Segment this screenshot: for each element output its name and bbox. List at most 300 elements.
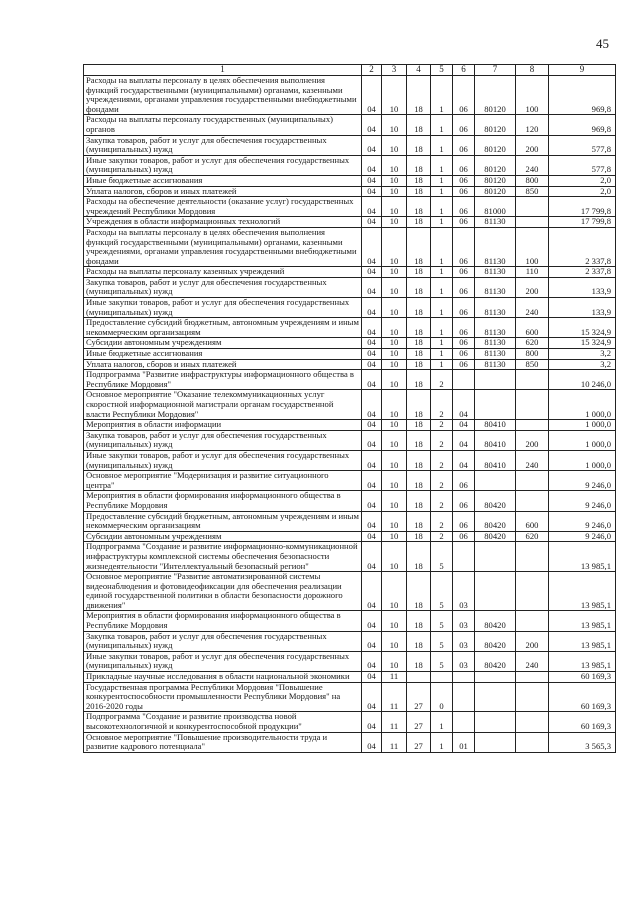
table-row [84, 267, 616, 278]
code-cell: 04 [362, 298, 382, 318]
code-cell: 18 [407, 298, 431, 318]
code-cell: 04 [362, 338, 382, 349]
code-cell: 10 [382, 611, 407, 631]
code-cell: 1 [431, 298, 453, 318]
code-cell: 10 [382, 115, 407, 135]
code-cell: 10 [382, 318, 407, 338]
code-cell: 04 [362, 712, 382, 732]
code-cell: 18 [407, 155, 431, 175]
code-cell: 04 [362, 651, 382, 671]
code-cell: 10 [382, 217, 407, 228]
code-cell: 81130 [475, 227, 516, 266]
code-cell: 240 [516, 651, 549, 671]
code-cell: 04 [362, 359, 382, 370]
row-name: Прикладные научные исследования в области национальной экономики [84, 672, 362, 683]
code-cell: 27 [407, 682, 431, 712]
code-cell: 18 [407, 359, 431, 370]
code-cell: 10 [382, 227, 407, 266]
code-cell: 10 [382, 338, 407, 349]
code-cell: 04 [362, 370, 382, 390]
row-name: Иные закупки товаров, работ и услуг для обеспечения государственных (муниципальных) нужд [84, 155, 362, 175]
code-cell: 01 [453, 732, 475, 752]
code-cell: 80410 [475, 420, 516, 431]
code-cell [475, 672, 516, 683]
code-cell: 1 [431, 277, 453, 297]
code-cell: 04 [362, 175, 382, 186]
code-cell [516, 420, 549, 431]
code-cell [475, 370, 516, 390]
code-cell [431, 672, 453, 683]
header-row [84, 65, 616, 76]
row-name: Уплата налогов, сборов и иных платежей [84, 186, 362, 197]
amount-cell: 3,2 [549, 359, 616, 370]
code-cell: 10 [382, 197, 407, 217]
table-row [84, 318, 616, 338]
code-cell: 06 [453, 349, 475, 360]
code-cell [516, 542, 549, 572]
table-row [84, 349, 616, 360]
code-cell: 04 [362, 611, 382, 631]
code-cell [453, 370, 475, 390]
code-cell: 200 [516, 277, 549, 297]
amount-cell: 13 985,1 [549, 611, 616, 631]
amount-cell: 17 799,8 [549, 217, 616, 228]
code-cell: 2 [431, 491, 453, 511]
code-cell: 18 [407, 175, 431, 186]
amount-cell: 133,9 [549, 298, 616, 318]
code-cell: 18 [407, 76, 431, 115]
code-cell: 11 [382, 712, 407, 732]
amount-cell: 1 000,0 [549, 390, 616, 420]
code-cell: 5 [431, 611, 453, 631]
amount-cell: 60 169,3 [549, 682, 616, 712]
code-cell: 03 [453, 631, 475, 651]
code-cell [475, 390, 516, 420]
code-cell: 10 [382, 572, 407, 611]
table-row [84, 542, 616, 572]
table-row [84, 631, 616, 651]
code-cell: 1 [431, 712, 453, 732]
row-name: Расходы на выплаты персоналу в целях обеспечения выполнения функций государственными (муниципальными) органами, казенными учреждениями, органами управления государственными внебюджетными фондами [84, 76, 362, 115]
code-cell: 10 [382, 76, 407, 115]
page-number: 45 [596, 36, 609, 51]
table-row [84, 338, 616, 349]
table-row [84, 76, 616, 115]
code-cell: 04 [453, 390, 475, 420]
code-cell [453, 682, 475, 712]
code-cell: 1 [431, 155, 453, 175]
row-name: Уплата налогов, сборов и иных платежей [84, 359, 362, 370]
code-cell: 10 [382, 390, 407, 420]
code-cell: 10 [382, 471, 407, 491]
code-cell: 2 [431, 450, 453, 470]
code-cell: 10 [382, 277, 407, 297]
amount-cell: 13 985,1 [549, 542, 616, 572]
code-cell: 04 [362, 450, 382, 470]
code-cell: 1 [431, 267, 453, 278]
code-cell: 11 [382, 732, 407, 752]
code-cell: 81130 [475, 298, 516, 318]
code-cell: 110 [516, 267, 549, 278]
code-cell: 10 [382, 420, 407, 431]
code-cell: 240 [516, 155, 549, 175]
code-cell: 10 [382, 511, 407, 531]
code-cell: 850 [516, 359, 549, 370]
code-cell: 2 [431, 390, 453, 420]
table-row [84, 155, 616, 175]
code-cell: 04 [362, 682, 382, 712]
code-cell: 120 [516, 115, 549, 135]
row-name: Закупка товаров, работ и услуг для обеспечения государственных (муниципальных) нужд [84, 631, 362, 651]
table-row [84, 186, 616, 197]
code-cell: 18 [407, 267, 431, 278]
code-cell: 18 [407, 186, 431, 197]
code-cell [516, 217, 549, 228]
code-cell: 06 [453, 155, 475, 175]
table-row [84, 390, 616, 420]
amount-cell: 10 246,0 [549, 370, 616, 390]
table-row [84, 651, 616, 671]
code-cell: 81000 [475, 197, 516, 217]
code-cell: 04 [362, 531, 382, 542]
table-row [84, 298, 616, 318]
code-cell: 06 [453, 115, 475, 135]
code-cell: 1 [431, 76, 453, 115]
code-cell: 10 [382, 186, 407, 197]
code-cell: 06 [453, 135, 475, 155]
code-cell: 80120 [475, 175, 516, 186]
code-cell: 2 [431, 370, 453, 390]
code-cell: 81130 [475, 359, 516, 370]
code-cell: 18 [407, 197, 431, 217]
code-cell [453, 712, 475, 732]
row-name: Мероприятия в области формирования информационного общества в Республике Мордовия [84, 491, 362, 511]
row-name: Основное мероприятие "Развитие автоматизированной системы видеонаблюдения и фотовидеофиксации для обеспечения реализации единой государственной политики в области безопасности дорожного движения" [84, 572, 362, 611]
code-cell: 80420 [475, 511, 516, 531]
code-cell: 04 [362, 672, 382, 683]
code-cell: 80120 [475, 76, 516, 115]
code-cell: 06 [453, 471, 475, 491]
table-row [84, 175, 616, 186]
amount-cell: 9 246,0 [549, 491, 616, 511]
code-cell: 200 [516, 135, 549, 155]
code-cell: 81130 [475, 277, 516, 297]
code-cell: 18 [407, 631, 431, 651]
table-row [84, 450, 616, 470]
amount-cell: 13 985,1 [549, 631, 616, 651]
column-header: 6 [453, 65, 475, 76]
amount-cell: 2,0 [549, 175, 616, 186]
row-name: Учреждения в области информационных технологий [84, 217, 362, 228]
code-cell: 850 [516, 186, 549, 197]
code-cell: 10 [382, 135, 407, 155]
code-cell: 06 [453, 359, 475, 370]
amount-cell: 15 324,9 [549, 318, 616, 338]
code-cell: 100 [516, 76, 549, 115]
row-name: Иные бюджетные ассигнования [84, 349, 362, 360]
code-cell: 10 [382, 651, 407, 671]
code-cell [516, 471, 549, 491]
amount-cell: 15 324,9 [549, 338, 616, 349]
code-cell: 04 [362, 430, 382, 450]
amount-cell: 577,8 [549, 155, 616, 175]
code-cell: 18 [407, 277, 431, 297]
row-name: Мероприятия в области информации [84, 420, 362, 431]
amount-cell: 2 337,8 [549, 227, 616, 266]
column-header: 5 [431, 65, 453, 76]
table-row [84, 197, 616, 217]
code-cell: 5 [431, 572, 453, 611]
code-cell: 06 [453, 267, 475, 278]
code-cell: 2 [431, 471, 453, 491]
amount-cell: 13 985,1 [549, 572, 616, 611]
code-cell: 80420 [475, 531, 516, 542]
code-cell [516, 572, 549, 611]
code-cell: 04 [362, 217, 382, 228]
code-cell: 0 [431, 682, 453, 712]
code-cell: 18 [407, 338, 431, 349]
code-cell: 600 [516, 318, 549, 338]
code-cell: 1 [431, 135, 453, 155]
code-cell: 240 [516, 298, 549, 318]
amount-cell: 2,0 [549, 186, 616, 197]
code-cell: 04 [362, 511, 382, 531]
table-row [84, 511, 616, 531]
code-cell: 18 [407, 531, 431, 542]
code-cell: 18 [407, 115, 431, 135]
code-cell: 06 [453, 318, 475, 338]
code-cell: 03 [453, 651, 475, 671]
code-cell: 2 [431, 511, 453, 531]
code-cell: 18 [407, 227, 431, 266]
code-cell: 18 [407, 349, 431, 360]
table-row [84, 611, 616, 631]
code-cell: 06 [453, 217, 475, 228]
amount-cell: 3 565,3 [549, 732, 616, 752]
amount-cell: 969,8 [549, 76, 616, 115]
code-cell: 04 [453, 420, 475, 431]
code-cell: 2 [431, 420, 453, 431]
table-row [84, 277, 616, 297]
code-cell: 200 [516, 631, 549, 651]
code-cell: 80420 [475, 491, 516, 511]
code-cell: 04 [362, 491, 382, 511]
code-cell [475, 572, 516, 611]
code-cell: 240 [516, 450, 549, 470]
row-name: Государственная программа Республики Мордовия "Повышение конкурентоспособности промышленности Республики Мордовия" на 2016-2020 годы [84, 682, 362, 712]
code-cell: 5 [431, 651, 453, 671]
code-cell: 10 [382, 430, 407, 450]
column-header: 3 [382, 65, 407, 76]
code-cell: 06 [453, 531, 475, 542]
table-row [84, 672, 616, 683]
code-cell: 10 [382, 631, 407, 651]
code-cell: 04 [362, 76, 382, 115]
code-cell: 10 [382, 175, 407, 186]
code-cell [453, 542, 475, 572]
amount-cell: 133,9 [549, 277, 616, 297]
code-cell: 18 [407, 370, 431, 390]
code-cell: 1 [431, 175, 453, 186]
code-cell: 18 [407, 318, 431, 338]
code-cell [475, 682, 516, 712]
code-cell: 03 [453, 611, 475, 631]
code-cell: 18 [407, 471, 431, 491]
code-cell: 10 [382, 491, 407, 511]
code-cell: 5 [431, 542, 453, 572]
code-cell: 1 [431, 732, 453, 752]
table-row [84, 115, 616, 135]
code-cell: 04 [362, 197, 382, 217]
code-cell: 11 [382, 682, 407, 712]
amount-cell: 60 169,3 [549, 712, 616, 732]
code-cell: 06 [453, 491, 475, 511]
row-name: Основное мероприятие "Оказание телекоммуникационных услуг скоростной информационной магистрали органам государственной власти Республики Мордовия" [84, 390, 362, 420]
code-cell: 03 [453, 572, 475, 611]
code-cell: 18 [407, 651, 431, 671]
column-header: 9 [549, 65, 616, 76]
code-cell: 1 [431, 217, 453, 228]
code-cell: 06 [453, 197, 475, 217]
code-cell [516, 682, 549, 712]
code-cell: 1 [431, 359, 453, 370]
code-cell: 800 [516, 175, 549, 186]
code-cell: 10 [382, 542, 407, 572]
code-cell: 10 [382, 349, 407, 360]
code-cell: 04 [362, 732, 382, 752]
amount-cell: 17 799,8 [549, 197, 616, 217]
code-cell: 80410 [475, 450, 516, 470]
table-row [84, 217, 616, 228]
amount-cell: 13 985,1 [549, 651, 616, 671]
code-cell: 04 [362, 186, 382, 197]
row-name: Иные закупки товаров, работ и услуг для обеспечения государственных (муниципальных) нужд [84, 298, 362, 318]
column-header: 8 [516, 65, 549, 76]
code-cell: 1 [431, 227, 453, 266]
code-cell: 1 [431, 197, 453, 217]
code-cell: 80420 [475, 631, 516, 651]
code-cell: 04 [362, 135, 382, 155]
code-cell: 80120 [475, 155, 516, 175]
code-cell [516, 370, 549, 390]
code-cell [475, 712, 516, 732]
code-cell: 04 [453, 450, 475, 470]
row-name: Субсидии автономным учреждениям [84, 531, 362, 542]
amount-cell: 9 246,0 [549, 531, 616, 542]
column-header: 4 [407, 65, 431, 76]
code-cell [516, 197, 549, 217]
code-cell [475, 732, 516, 752]
code-cell: 80120 [475, 135, 516, 155]
table-row [84, 682, 616, 712]
code-cell: 04 [362, 572, 382, 611]
table-row [84, 471, 616, 491]
code-cell: 27 [407, 712, 431, 732]
code-cell [516, 712, 549, 732]
code-cell: 80120 [475, 115, 516, 135]
code-cell: 10 [382, 155, 407, 175]
code-cell: 18 [407, 542, 431, 572]
row-name: Закупка товаров, работ и услуг для обеспечения государственных (муниципальных) нужд [84, 277, 362, 297]
code-cell: 04 [362, 277, 382, 297]
column-header: 2 [362, 65, 382, 76]
table-row [84, 712, 616, 732]
code-cell: 1 [431, 338, 453, 349]
table-row [84, 370, 616, 390]
code-cell [516, 491, 549, 511]
code-cell: 10 [382, 267, 407, 278]
code-cell: 100 [516, 227, 549, 266]
code-cell: 04 [362, 349, 382, 360]
code-cell: 1 [431, 318, 453, 338]
code-cell: 27 [407, 732, 431, 752]
table-row [84, 491, 616, 511]
amount-cell: 969,8 [549, 115, 616, 135]
code-cell: 18 [407, 491, 431, 511]
code-cell: 06 [453, 338, 475, 349]
row-name: Субсидии автономным учреждениям [84, 338, 362, 349]
row-name: Мероприятия в области формирования информационного общества в Республике Мордовия [84, 611, 362, 631]
budget-table [83, 64, 616, 753]
code-cell: 06 [453, 186, 475, 197]
code-cell: 10 [382, 298, 407, 318]
code-cell [516, 390, 549, 420]
table-row [84, 531, 616, 542]
amount-cell: 577,8 [549, 135, 616, 155]
column-header: 1 [84, 65, 362, 76]
code-cell: 18 [407, 511, 431, 531]
table-row [84, 420, 616, 431]
code-cell: 06 [453, 76, 475, 115]
code-cell: 620 [516, 338, 549, 349]
code-cell: 10 [382, 359, 407, 370]
code-cell: 18 [407, 135, 431, 155]
code-cell: 04 [362, 267, 382, 278]
code-cell: 10 [382, 450, 407, 470]
code-cell: 1 [431, 349, 453, 360]
row-name: Закупка товаров, работ и услуг для обеспечения государственных (муниципальных) нужд [84, 135, 362, 155]
row-name: Иные бюджетные ассигнования [84, 175, 362, 186]
table-row [84, 227, 616, 266]
amount-cell: 1 000,0 [549, 450, 616, 470]
row-name: Расходы на выплаты персоналу казенных учреждений [84, 267, 362, 278]
code-cell: 80410 [475, 430, 516, 450]
code-cell: 81130 [475, 318, 516, 338]
code-cell [407, 672, 431, 683]
row-name: Подпрограмма "Создание и развитие производства новой высокотехнологичной и конкурентоспособной продукции" [84, 712, 362, 732]
code-cell [516, 672, 549, 683]
code-cell: 1 [431, 186, 453, 197]
row-name: Расходы на выплаты персоналу в целях обеспечения выполнения функций государственными (муниципальными) органами, казенными учреждениями, органами управления государственными внебюджетными фондами [84, 227, 362, 266]
row-name: Подпрограмма "Развитие инфраструктуры информационного общества в Республике Мордовия" [84, 370, 362, 390]
code-cell: 18 [407, 572, 431, 611]
code-cell: 80120 [475, 186, 516, 197]
code-cell: 06 [453, 227, 475, 266]
amount-cell: 60 169,3 [549, 672, 616, 683]
code-cell: 04 [453, 430, 475, 450]
code-cell: 2 [431, 430, 453, 450]
code-cell [475, 471, 516, 491]
row-name: Основное мероприятие "Повышение производительности труда и развитие кадрового потенциала" [84, 732, 362, 752]
column-header: 7 [475, 65, 516, 76]
code-cell: 81130 [475, 349, 516, 360]
table-row [84, 732, 616, 752]
code-cell: 80420 [475, 651, 516, 671]
row-name: Закупка товаров, работ и услуг для обеспечения государственных (муниципальных) нужд [84, 430, 362, 450]
amount-cell: 1 000,0 [549, 430, 616, 450]
code-cell: 10 [382, 531, 407, 542]
code-cell: 04 [362, 227, 382, 266]
